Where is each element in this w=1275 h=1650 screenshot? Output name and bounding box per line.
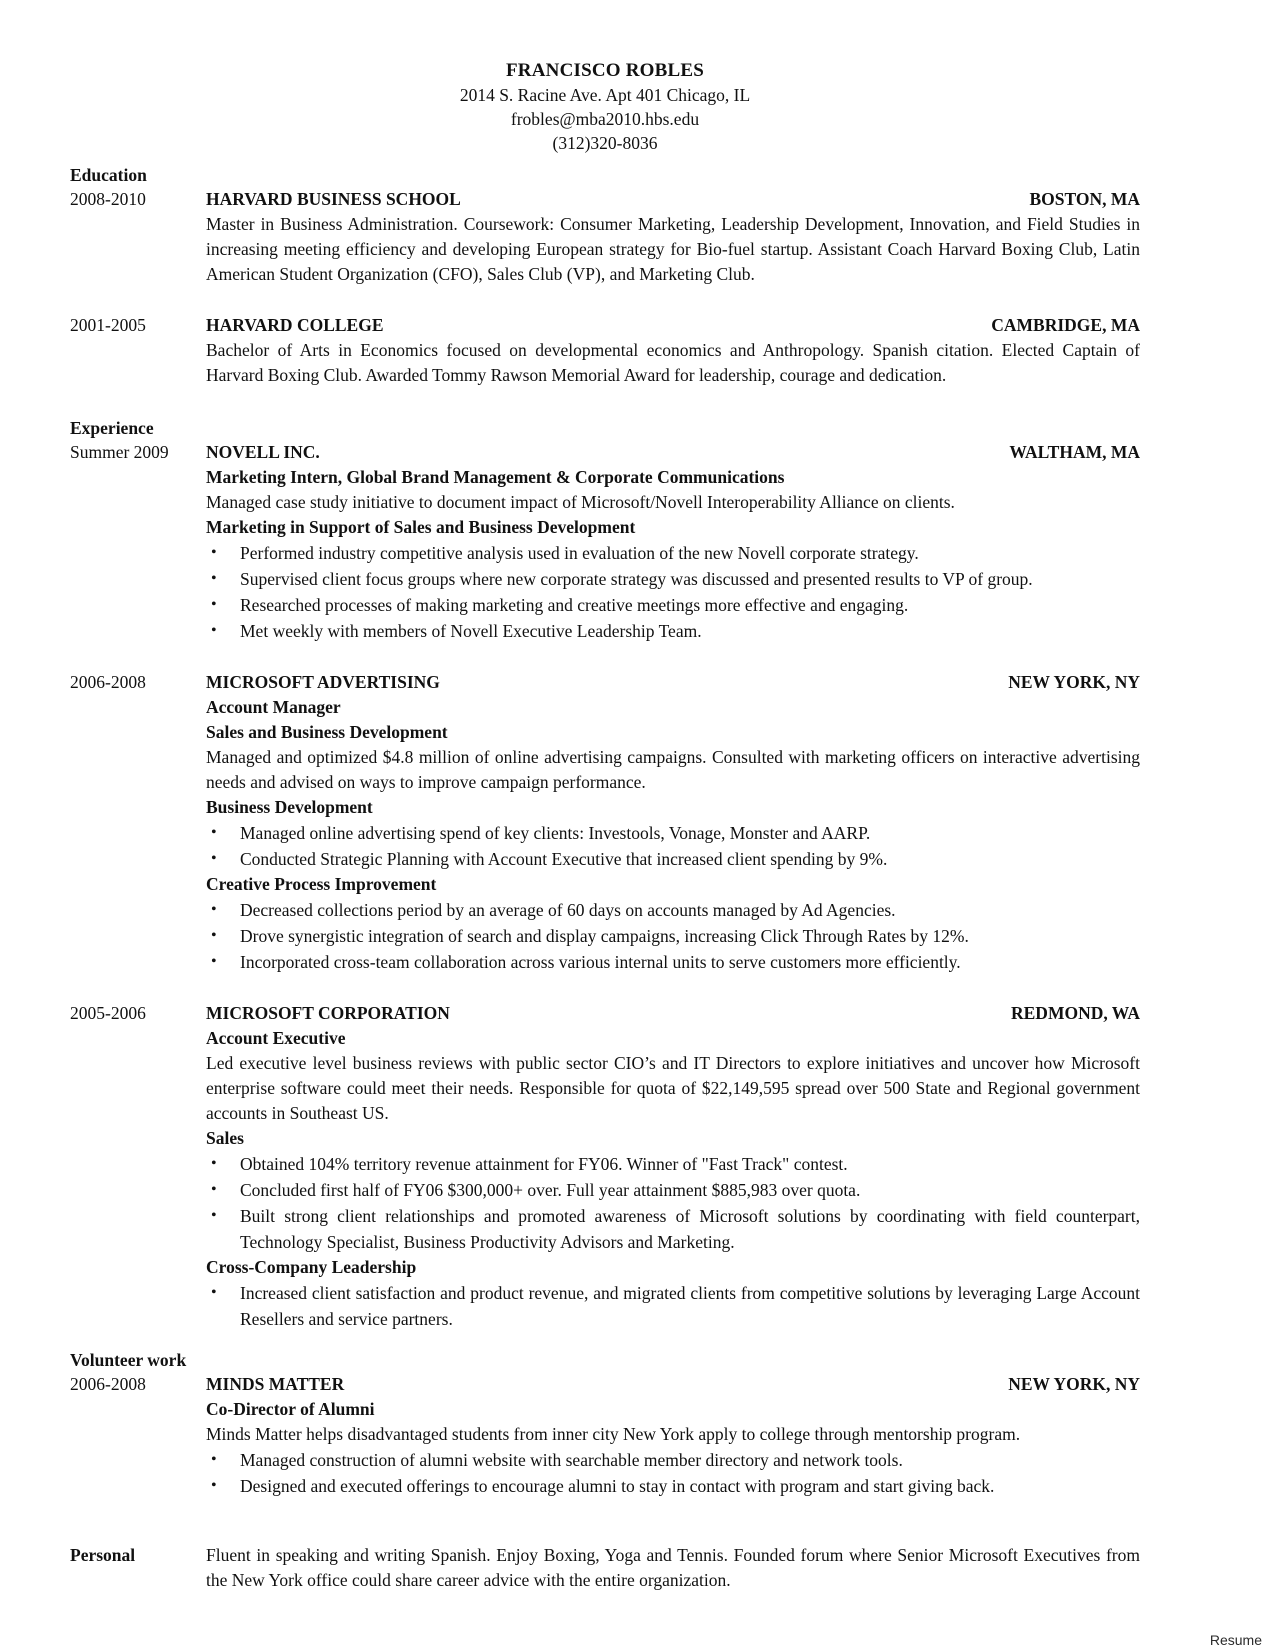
education-entry-college (70, 313, 1140, 388)
subsection-title: Sales and Business Development (206, 722, 448, 742)
job-title: Account Executive (206, 1028, 346, 1048)
org-location: BOSTON, MA (1029, 189, 1140, 209)
org-location: REDMOND, WA (1011, 1003, 1140, 1023)
bullet-item: • Drove synergistic integration of search and display campaigns, increasing Click Through Rates by 12%. (206, 923, 1140, 949)
entry-dates: Summer 2009 (70, 442, 169, 462)
org-name: MINDS MATTER (206, 1374, 345, 1394)
footer-resume-label: Resume (1209, 1632, 1262, 1648)
org-name: MICROSOFT CORPORATION (206, 1003, 450, 1023)
org-name: HARVARD COLLEGE (206, 315, 384, 335)
section-heading-education: Education (70, 165, 147, 185)
bullet-list (206, 820, 1140, 872)
org-location: WALTHAM, MA (1009, 442, 1140, 462)
bullet-item: • Incorporated cross-team collaboration across various internal units to serve customers more efficiently. (206, 949, 1140, 975)
bullet-list (206, 540, 1140, 644)
resume-content (70, 58, 1140, 1593)
phone-number: (312)320-8036 (552, 133, 658, 153)
bullet-item: • Met weekly with members of Novell Executive Leadership Team. (206, 618, 1140, 644)
entry-intro: Managed case study initiative to document impact of Microsoft/Novell Interoperability Alliance on clients. (206, 492, 955, 512)
org-name: NOVELL INC. (206, 442, 320, 462)
section-heading-volunteer: Volunteer work (70, 1350, 187, 1370)
entry-dates: 2008-2010 (70, 189, 146, 209)
subsection-title: Cross-Company Leadership (206, 1257, 417, 1277)
entry-dates: 2001-2005 (70, 315, 146, 335)
bullet-item: • Decreased collections period by an average of 60 days on accounts managed by Ad Agencies. (206, 897, 1140, 923)
experience-entry-msft-advertising (70, 670, 1140, 975)
bullet-item: • Concluded first half of FY06 $300,000+ over. Full year attainment $885,983 over quota. (206, 1177, 1140, 1203)
bullet-item: • Supervised client focus groups where new corporate strategy was discussed and presented results to VP of group. (206, 566, 1140, 592)
subsection-text: Managed and optimized $4.8 million of online advertising campaigns. Consulted with marketing officers on interactive advertising needs and advised on ways to improve campaign performance. (206, 747, 1140, 792)
bullet-list (206, 1151, 1140, 1255)
bullet-item: • Designed and executed offerings to encourage alumni to stay in contact with program and start giving back. (206, 1473, 1140, 1499)
job-title: Account Manager (206, 697, 341, 717)
address-line: 2014 S. Racine Ave. Apt 401 Chicago, IL (459, 85, 751, 105)
job-title: Co-Director of Alumni (206, 1399, 375, 1419)
subsection-title: Business Development (206, 797, 373, 817)
org-location: CAMBRIDGE, MA (991, 315, 1140, 335)
bullet-item: • Managed construction of alumni website with searchable member directory and network tools. (206, 1447, 1140, 1473)
job-title: Marketing Intern, Global Brand Management & Corporate Communications (206, 467, 785, 487)
bullet-item: • Performed industry competitive analysis used in evaluation of the new Novell corporate strategy. (206, 540, 1140, 566)
org-name: HARVARD BUSINESS SCHOOL (206, 189, 461, 209)
entry-intro: Minds Matter helps disadvantaged students from inner city New York apply to college through mentorship program. (206, 1424, 1021, 1444)
entry-description: Bachelor of Arts in Economics focused on developmental economics and Anthropology. Spanish citation. Elected Captain of Harvard Boxing Club. Awarded Tommy Rawson Memorial Award for leadership, courage and dedication. (206, 340, 1140, 385)
subsection-title: Sales (206, 1128, 244, 1148)
entry-dates: 2005-2006 (70, 1003, 146, 1023)
bullet-list (206, 897, 1140, 975)
personal-section (70, 1543, 1140, 1593)
section-heading-experience: Experience (70, 418, 154, 438)
personal-text: Fluent in speaking and writing Spanish. Enjoy Boxing, Yoga and Tennis. Founded forum where Senior Microsoft Executives from the New York office could share career advice with the entire organization. (206, 1545, 1140, 1590)
bullet-item: • Built strong client relationships and promoted awareness of Microsoft solutions by coordinating with field counterpart, Technology Specialist, Business Productivity Advisors and Marketing. (206, 1203, 1140, 1255)
subsection-title: Marketing in Support of Sales and Business Development (206, 517, 636, 537)
subsection-title: Creative Process Improvement (206, 874, 437, 894)
bullet-item: • Researched processes of making marketing and creative meetings more effective and engaging. (206, 592, 1140, 618)
bullet-item: • Obtained 104% territory revenue attainment for FY06. Winner of "Fast Track" contest. (206, 1151, 1140, 1177)
section-heading-personal: Personal (70, 1545, 136, 1565)
entry-description: Master in Business Administration. Coursework: Consumer Marketing, Leadership Development, Innovation, and Field Studies in increasing meeting efficiency and developing European strategy for Bio-fuel startup. Assistant Coach Harvard Boxing Club, Latin American Student Organization (CFO), Sales Club (VP), and Marketing Club. (206, 214, 1140, 284)
bullet-item: • Conducted Strategic Planning with Account Executive that increased client spending by 9%. (206, 846, 1140, 872)
experience-entry-novell (70, 440, 1140, 644)
entry-intro: Led executive level business reviews with public sector CIO’s and IT Directors to explore initiatives and uncover how Microsoft enterprise software could meet their needs. Responsible for quota of $22,149,595 spread over 500 State and Regional government accounts in Southeast US. (206, 1053, 1140, 1123)
org-name: MICROSOFT ADVERTISING (206, 672, 440, 692)
entry-dates: 2006-2008 (70, 1374, 146, 1394)
org-location: NEW YORK, NY (1008, 1374, 1140, 1394)
org-location: NEW YORK, NY (1008, 672, 1140, 692)
bullet-list (206, 1280, 1140, 1332)
experience-entry-msft-corporation (70, 1001, 1140, 1332)
entry-dates: 2006-2008 (70, 672, 146, 692)
candidate-name: FRANCISCO ROBLES (506, 60, 704, 81)
bullet-item: • Increased client satisfaction and product revenue, and migrated clients from competitive solutions by leveraging Large Account Resellers and service partners. (206, 1280, 1140, 1332)
bullet-list (206, 1447, 1140, 1499)
resume-header (70, 58, 1140, 155)
bullet-item: • Managed online advertising spend of key clients: Investools, Vonage, Monster and AARP. (206, 820, 1140, 846)
email-address: frobles@mba2010.hbs.edu (510, 109, 700, 129)
education-entry-hbs (70, 187, 1140, 287)
volunteer-entry-minds-matter (70, 1372, 1140, 1499)
